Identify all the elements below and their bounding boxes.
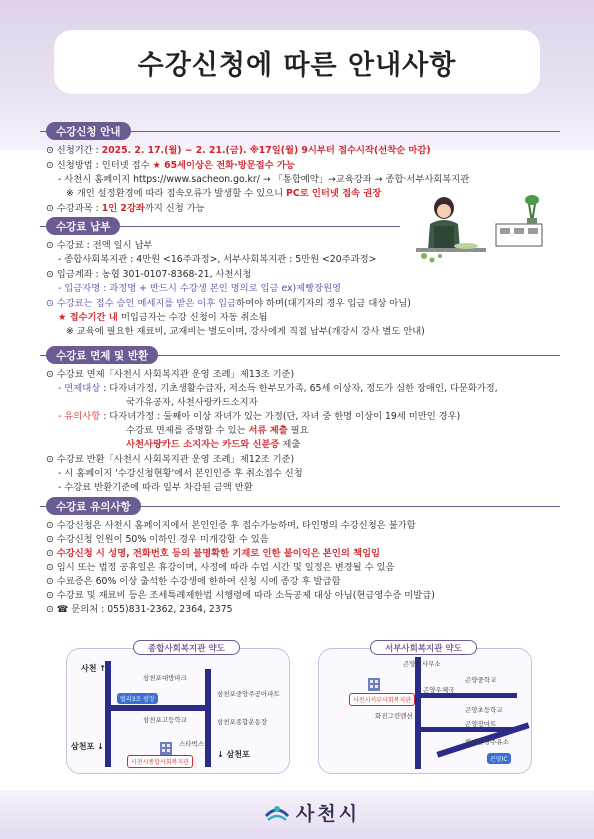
highlight-text: ★ 65세이상은 전화·방문접수 가능 <box>152 160 295 171</box>
text: - 유의사항 <box>58 411 104 422</box>
sacheon-emblem-icon <box>264 802 290 824</box>
text: ⊙ 임시 또는 법정 공휴일은 휴강이며, 사정에 따라 수업 시간 및 일정은 변경될 수 있음 <box>46 562 395 573</box>
road <box>105 705 209 711</box>
text-line <box>58 173 469 186</box>
text-line <box>46 159 295 172</box>
text-line <box>46 547 380 560</box>
text-line <box>58 467 303 480</box>
map-place-label: 곤양우체국 <box>423 686 455 694</box>
map-place-label: 곤양초등학교 <box>465 706 503 714</box>
text-line <box>46 575 340 588</box>
building-icon <box>159 739 173 755</box>
text-line <box>66 325 425 338</box>
text-line <box>46 519 416 532</box>
text-line <box>46 453 294 466</box>
map-label-west: 서부사회복지관 약도 <box>370 640 477 655</box>
text: ⊙ 신청기간 : <box>46 145 102 156</box>
text-line <box>46 589 435 602</box>
text: - 시 홈페이지 '수강신청현황'에서 본인인증 후 취소접수 신청 <box>58 468 303 479</box>
road <box>105 661 111 767</box>
map-target-label: 사천시종합사회복지관 <box>127 755 193 768</box>
text-line <box>46 533 269 546</box>
text-line <box>46 603 233 616</box>
text-line <box>126 424 309 437</box>
highlight-text: 서류 제출 <box>248 425 288 436</box>
text-line <box>46 368 294 381</box>
text-line <box>46 297 411 310</box>
highlight-text: 2025. 2. 17.(월) ~ 2. 21.(금). ※17일(월) 9시부터 접수시작(선착순 마감) <box>101 145 431 156</box>
map-general-welfare-center <box>66 648 290 774</box>
text: ⊙ 수강료 및 재료비 등은 조세특례제한법 시행령에 따라 소득공제 대상 아님(현금영수증 미발급) <box>46 590 435 601</box>
text: ⊙ 수강료 : 전액 일시 납부 <box>46 240 153 251</box>
map-place-label: 곤양IC <box>487 753 511 764</box>
map-place-label: 벌리3조 광장 <box>117 693 158 704</box>
text: ⊙ 수강과목 : <box>46 203 102 214</box>
cooking-illustration-icon <box>416 194 546 270</box>
text: 필요 <box>287 425 309 436</box>
text: 수강료 면제를 증명할 수 있는 <box>126 425 249 436</box>
section-title-exemption-refund: 수강료 면제 및 반환 <box>46 346 158 364</box>
text-line <box>126 438 300 451</box>
page-title: 수강신청에 따른 안내사항 <box>137 49 457 81</box>
text: ⊙ 수강신청 인원이 50% 이하인 경우 미개강할 수 있음 <box>46 534 269 545</box>
highlight-text: PC로 인터넷 접속 권장 <box>286 188 382 199</box>
city-logo <box>264 799 360 826</box>
text: 미입금자는 수강 신청이 자동 취소됨 <box>120 312 268 323</box>
map-label-general: 종합사회복지관 약도 <box>133 640 240 655</box>
text-line <box>58 481 253 494</box>
text: 하여야 하며(대기자의 경우 입금 대상 아님) <box>236 298 411 309</box>
text: ※ 교육에 필요한 재료비, 교재비는 별도이며, 강사에게 직접 납부(개강시 강사 별도 안내) <box>66 326 425 337</box>
text-line <box>46 239 153 252</box>
map-place-label: 곤양면사무소 <box>403 660 441 668</box>
text-line <box>58 311 268 324</box>
map-place-label: 삼천포대방파크 <box>143 674 187 682</box>
highlight-text: ★ 접수기간 내 <box>58 312 121 323</box>
text-line <box>66 187 381 200</box>
map-city-label: ↓ 삼천포 <box>217 750 250 759</box>
text: : 다자녀가정, 기초생활수급자, 저소득 한부모가족, 65세 이상자, 정도가 심한 장애인, 다문화가정, <box>103 383 498 394</box>
text-line <box>46 268 251 281</box>
text-line <box>46 202 205 215</box>
text: - 종합사회복지관 : 4만원 <16주과정>, 서부사회복지관 : 5만원 <20주과정> <box>58 254 377 265</box>
map-place-label: 화진그린맨션 <box>375 712 413 720</box>
text-line <box>58 410 460 423</box>
map-place-label: 삼천포고등학교 <box>143 716 187 724</box>
text: - 사천시 홈페이지 https://www.sacheon.go.kr/ → 「통합예약」→교육강좌 → 종합·서부사회복지관 <box>58 174 470 185</box>
text-line <box>58 253 376 266</box>
text: 제출 <box>279 439 301 450</box>
text: ⊙ 수강료 면제「사천시 사회복지관 운영 조례」제13조 기준) <box>46 369 295 380</box>
map-city-label: 삼천포 ↓ <box>71 742 104 751</box>
text: 국가유공자, 사천사랑카드소지자 <box>126 397 258 408</box>
text: ※ 개인 설정환경에 따라 접속오류가 발생할 수 있으니 <box>66 188 287 199</box>
text: ⊙ 수강료는 접수 승인 메세지를 받은 이후 입금 <box>46 298 237 309</box>
logo-text: 사천시 <box>296 803 361 825</box>
map-target-label: 사천시서부사회복지관 <box>349 693 415 706</box>
text: : 다자녀가정 : 둘째아 이상 자녀가 있는 가정(단, 자녀 중 한명 이상이 19세 미만인 경우) <box>103 411 461 422</box>
text: 까지 신청 가능 <box>144 203 205 214</box>
map-place-label: 스타벅스 <box>179 740 205 748</box>
road <box>415 657 421 769</box>
map-place-label: 현대곤양주유소 <box>465 738 509 746</box>
title-box <box>54 30 540 94</box>
section-title-registration: 수강신청 안내 <box>46 122 131 140</box>
map-place-label: 곤양중학교 <box>465 676 497 684</box>
map-west-welfare-center <box>318 648 532 774</box>
section-title-fee-payment: 수강료 납부 <box>46 217 120 235</box>
map-city-label: 사천 ↑ <box>81 664 106 673</box>
highlight-text: 1인 2강좌 <box>101 203 145 214</box>
text-line <box>58 382 498 395</box>
text: ⊙ 입금계좌 : 농협 301-0107-8368-21, 사천시청 <box>46 269 252 280</box>
text: - 수강료 반환기준에 따라 일부 차감된 금액 반환 <box>58 482 253 493</box>
text-line <box>58 282 341 295</box>
section-title-notes: 수강료 유의사항 <box>46 497 141 515</box>
highlight-text: 수강신청 시 성명, 전화번호 등의 불명확한 기재로 인한 불이익은 본인의 책임임 <box>56 548 381 559</box>
text: ⊙ 수료증은 60% 이상 출석한 수강생에 한하여 신청 시에 종강 후 발급함 <box>46 576 341 587</box>
text: ⊙ 신청방법 : 인터넷 접수 <box>46 160 153 171</box>
text: - 면제대상 <box>58 383 104 394</box>
text-line <box>46 561 395 574</box>
highlight-text: 사천사랑카드 소지자는 <box>126 439 223 450</box>
text: ⊙ ☎ 문의처 : 055)831-2362, 2364, 2375 <box>46 604 233 615</box>
text: ⊙ 수강신청은 사천시 홈페이지에서 본인인증 후 접수가능하며, 타인명의 수강신청은 불가함 <box>46 520 416 531</box>
map-place-label: 삼천포종합운동장 <box>217 718 268 726</box>
map-place-label: 삼천포중앙주공아파트 <box>217 690 280 698</box>
road <box>205 669 211 767</box>
text: - 입금자명 : 과정명 + 반드시 수강생 본인 명의로 입금 ex)제빵장원영 <box>58 283 342 294</box>
map-place-label: 곤양장마트 <box>465 720 497 728</box>
highlight-text: 카드와 신분증 <box>222 439 280 450</box>
building-icon <box>367 675 381 691</box>
text-line <box>46 144 431 157</box>
text: ⊙ 수강료 반환「사천시 사회복지관 운영 조례」제12조 기준) <box>46 454 295 465</box>
text-line <box>126 396 258 409</box>
text: ⊙ <box>46 548 57 559</box>
